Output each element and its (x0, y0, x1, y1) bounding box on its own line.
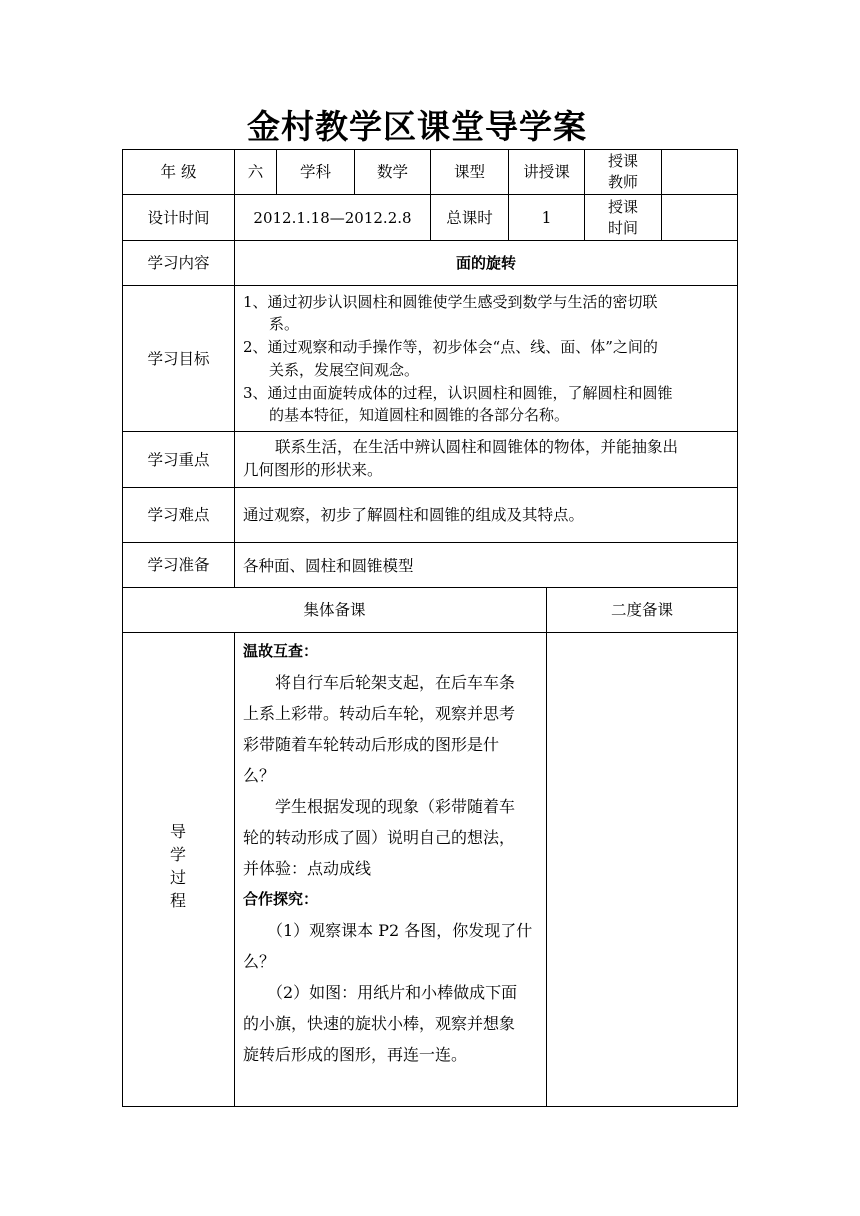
review-line: 么？ (243, 766, 276, 785)
goal-line: 关系，发展空间观念。 (269, 361, 420, 379)
content-label: 学习内容 (147, 254, 210, 272)
lesson-time-value (662, 195, 737, 240)
goal-line: 系。 (269, 315, 300, 333)
subject-label: 学科 (299, 163, 331, 181)
type-label: 课型 (453, 163, 485, 181)
key-points-label: 学习重点 (147, 450, 210, 469)
process-label (168, 820, 188, 912)
goal-line: 3、通过由面旋转成体的过程，认识圆柱和圆锥，了解圆柱和圆锥 (243, 384, 673, 402)
review-heading: 温故互查： (243, 642, 319, 660)
coop-line: 么？ (243, 952, 276, 971)
design-time-label: 设计时间 (147, 208, 210, 227)
review-line: 学生根据发现的现象（彩带随着车 (275, 797, 516, 816)
difficulty-label: 学习难点 (147, 506, 210, 524)
coop-line: （1）观察课本 P2 各图，你发现了什 (267, 921, 533, 940)
coop-line: 的小旗，快速的旋状小棒，观察并想象 (243, 1014, 516, 1033)
grade-label: 年 级 (160, 163, 197, 181)
total-hours-label: 总课时 (446, 208, 493, 227)
collective-prep-header: 集体备课 (303, 601, 366, 619)
process-label-char: 过 (169, 868, 186, 887)
review-line: 上系上彩带。转动后车轮，观察并思考 (243, 704, 516, 723)
second-prep-header: 二度备课 (610, 601, 673, 619)
lesson-time-label (585, 195, 661, 240)
goal-line: 1、通过初步认识圆柱和圆锥使学生感受到数学与生活的密切联 (243, 293, 658, 311)
page-title: 金村教学区课堂导学案 (247, 107, 587, 146)
process-label-char: 学 (169, 845, 186, 864)
review-line: 轮的转动形成了圆）说明自己的想法， (243, 828, 516, 847)
review-line: 将自行车后轮架支起，在后车车条 (275, 673, 516, 692)
goals-label: 学习目标 (147, 349, 210, 368)
key-points-text (243, 436, 735, 482)
difficulty-value: 通过观察，初步了解圆柱和圆锥的组成及其特点。 (243, 506, 585, 524)
teacher-label (585, 150, 661, 194)
key-points-line: 联系生活，在生活中辨认圆柱和圆锥体的物体，并能抽象出 (275, 438, 679, 456)
process-label-char: 导 (169, 822, 186, 841)
teacher-value (662, 150, 737, 194)
coop-line: （2）如图：用纸片和小棒做成下面 (267, 983, 518, 1002)
preparation-value: 各种面、圆柱和圆锥模型 (243, 557, 414, 575)
lesson-time-label-line2: 时间 (607, 218, 638, 237)
key-points-line: 几何图形的形状来。 (243, 461, 383, 479)
coop-line: 旋转后形成的图形，再连一连。 (243, 1045, 468, 1064)
coop-heading: 合作探究： (243, 890, 319, 908)
teacher-label-line2: 教师 (607, 173, 638, 191)
process-label-char: 程 (169, 891, 186, 910)
teacher-label-line1: 授课 (607, 152, 638, 170)
type-value: 讲授课 (523, 163, 570, 181)
preparation-label: 学习准备 (147, 556, 210, 574)
design-time-value: 2012.1.18—2012.2.8 (253, 208, 412, 227)
grade-value: 六 (247, 163, 264, 181)
subject-value: 数学 (376, 163, 408, 181)
goal-line: 2、通过观察和动手操作等，初步体会“点、线、面、体”之间的 (243, 338, 658, 356)
review-line: 并体验：点动成线 (243, 859, 372, 878)
process-content (243, 636, 543, 1070)
review-line: 彩带随着车轮转动后形成的图形是什 (243, 735, 500, 754)
goal-line: 的基本特征，知道圆柱和圆锥的各部分名称。 (269, 406, 570, 424)
second-prep-content[interactable] (547, 633, 737, 1106)
content-value: 面的旋转 (455, 254, 516, 272)
total-hours-value: 1 (541, 208, 552, 227)
lesson-time-label-line1: 授课 (607, 197, 638, 216)
